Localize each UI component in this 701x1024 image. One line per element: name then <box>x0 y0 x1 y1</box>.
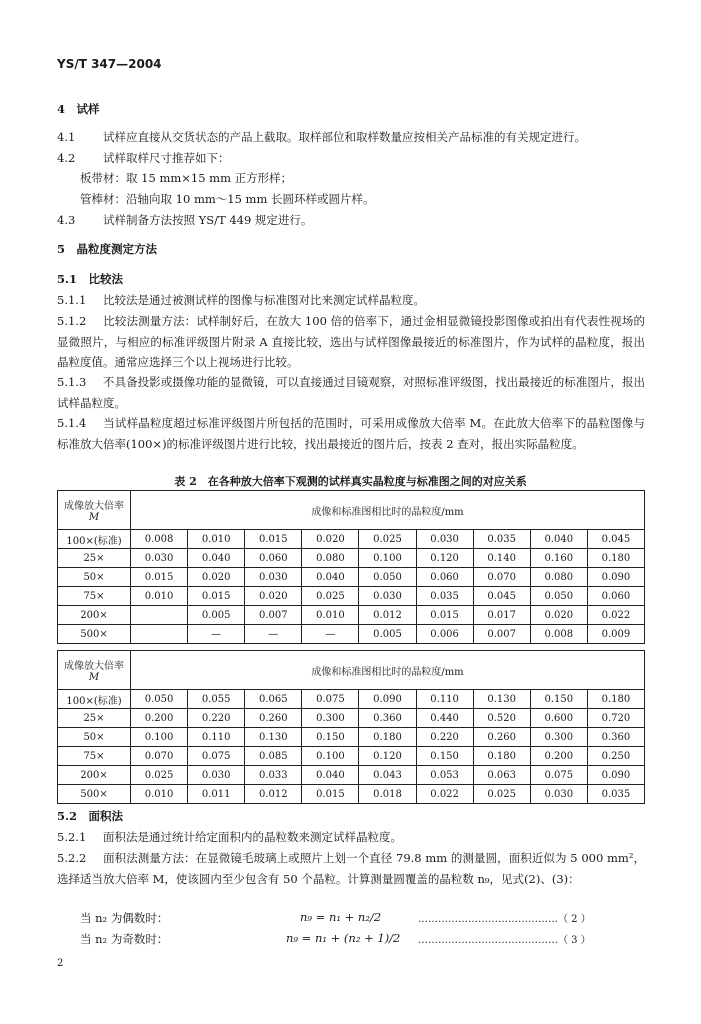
grain-size-cell: 0.220 <box>416 728 473 747</box>
clause-text: 比较法是通过被测试样的图像与标准图对比来测定试样晶粒度。 <box>103 293 425 307</box>
grain-size-cell: 0.030 <box>245 568 302 587</box>
grain-size-cell: 0.040 <box>302 766 359 785</box>
grain-size-cell: 0.100 <box>131 728 188 747</box>
section-5-1-title: 5.1 比较法 <box>57 272 124 286</box>
grain-size-cell: 0.006 <box>416 625 473 644</box>
clause-4-1 <box>57 127 645 148</box>
grain-size-cell: 0.007 <box>245 606 302 625</box>
grain-size-cell: — <box>302 625 359 644</box>
clause-text: 试样取样尺寸推荐如下： <box>103 151 230 165</box>
grain-size-table-lower <box>57 650 645 804</box>
grain-size-cell: 0.012 <box>245 785 302 804</box>
grain-size-cell: 0.025 <box>473 785 530 804</box>
grain-size-cell: 0.260 <box>245 709 302 728</box>
clause-number: 5.1.4 <box>57 416 87 430</box>
grain-size-cell: 0.015 <box>131 568 188 587</box>
magnification-cell: 50× <box>58 728 131 747</box>
magnification-cell: 200× <box>58 606 131 625</box>
grain-size-cell: 0.250 <box>587 747 644 766</box>
grain-size-cell: 0.060 <box>245 549 302 568</box>
grain-size-cell: 0.005 <box>359 625 416 644</box>
grain-size-cell: 0.008 <box>131 530 188 549</box>
grain-size-cell: 0.600 <box>530 709 587 728</box>
clause-4-2-item-plate: 板带材：取 15 mm×15 mm 正方形样； <box>80 171 293 185</box>
grain-size-cell: 0.035 <box>416 587 473 606</box>
table-row <box>58 587 645 606</box>
grain-size-cell <box>131 606 188 625</box>
magnification-header: 成像放大倍率 M <box>58 651 131 690</box>
magnification-cell: 50× <box>58 568 131 587</box>
clause-number: 5.1.3 <box>57 375 87 389</box>
grain-size-cell: 0.012 <box>359 606 416 625</box>
grain-size-cell: 0.010 <box>188 530 245 549</box>
grain-size-cell: 0.130 <box>473 690 530 709</box>
clause-5-1-2 <box>57 311 645 373</box>
grain-size-cell: 0.030 <box>131 549 188 568</box>
grain-size-cell: 0.080 <box>302 549 359 568</box>
grain-size-cell: 0.020 <box>530 606 587 625</box>
grain-size-cell: 0.110 <box>416 690 473 709</box>
grain-size-cell: 0.030 <box>530 785 587 804</box>
grain-size-cell: 0.035 <box>587 785 644 804</box>
grain-size-cell: — <box>188 625 245 644</box>
grain-size-cell: 0.015 <box>302 785 359 804</box>
grain-size-cell: 0.050 <box>359 568 416 587</box>
grain-size-cell: 0.070 <box>473 568 530 587</box>
equation-2: n₉ = n₁ + n₂/2 <box>300 910 382 924</box>
table-row <box>58 747 645 766</box>
grain-size-cell: 0.015 <box>416 606 473 625</box>
clause-number: 5.1.1 <box>57 293 87 307</box>
grain-size-cell: 0.025 <box>302 587 359 606</box>
grain-size-cell: 0.090 <box>359 690 416 709</box>
equation-2-condition: 当 n₂ 为偶数时： <box>80 911 169 925</box>
grain-size-cell: 0.008 <box>530 625 587 644</box>
page-number: 2 <box>57 958 64 969</box>
grain-size-cell: 0.200 <box>131 709 188 728</box>
grain-size-cell: 0.050 <box>530 587 587 606</box>
grain-size-cell: 0.065 <box>245 690 302 709</box>
grain-size-cell: 0.060 <box>587 587 644 606</box>
grain-size-cell: 0.015 <box>245 530 302 549</box>
grain-size-cell: 0.050 <box>131 690 188 709</box>
grain-size-cell <box>131 625 188 644</box>
clause-5-1-1 <box>57 290 645 311</box>
clause-5-2-2 <box>57 848 645 889</box>
grain-size-cell: 0.300 <box>302 709 359 728</box>
clause-text: 不具备投影或摄像功能的显微镜，可以直接通过目镜观察，对照标准评级图，找出最接近的标准图片，报出试样晶粒度。 <box>57 375 645 410</box>
section-5-2-title: 5.2 面积法 <box>57 809 124 823</box>
grain-size-cell: 0.011 <box>188 785 245 804</box>
magnification-cell: 100×(标准) <box>58 530 131 549</box>
magnification-cell: 75× <box>58 747 131 766</box>
clause-number: 5.2.1 <box>57 830 87 844</box>
grain-size-table-upper <box>57 490 645 644</box>
grain-size-cell: 0.090 <box>587 766 644 785</box>
grain-size-cell: 0.020 <box>188 568 245 587</box>
magnification-cell: 500× <box>58 785 131 804</box>
grain-size-header: 成像和标准图相比时的晶粒度/mm <box>131 491 645 530</box>
clause-number: 5.1.2 <box>57 314 87 328</box>
equation-3: n₉ = n₁ + (n₂ + 1)/2 <box>286 931 401 945</box>
grain-size-cell: 0.033 <box>245 766 302 785</box>
grain-size-cell: 0.043 <box>359 766 416 785</box>
grain-size-cell: 0.075 <box>530 766 587 785</box>
grain-size-cell: 0.060 <box>416 568 473 587</box>
grain-size-cell: 0.120 <box>416 549 473 568</box>
grain-size-cell: 0.040 <box>188 549 245 568</box>
grain-size-cell: 0.100 <box>302 747 359 766</box>
grain-size-cell: 0.180 <box>359 728 416 747</box>
magnification-cell: 25× <box>58 549 131 568</box>
grain-size-cell: 0.063 <box>473 766 530 785</box>
grain-size-cell: 0.022 <box>416 785 473 804</box>
table-body-lower <box>58 690 645 804</box>
section-4-title: 4 试样 <box>57 102 100 116</box>
table-row <box>58 625 645 644</box>
grain-size-cell: 0.080 <box>530 568 587 587</box>
clause-number: 4.3 <box>57 213 76 227</box>
grain-size-cell: 0.110 <box>188 728 245 747</box>
grain-size-cell: 0.053 <box>416 766 473 785</box>
grain-size-cell: 0.150 <box>416 747 473 766</box>
clause-text: 试样制备方法按照 YS/T 449 规定进行。 <box>103 213 313 227</box>
grain-size-cell: 0.030 <box>359 587 416 606</box>
grain-size-cell: 0.220 <box>188 709 245 728</box>
grain-size-cell: 0.045 <box>587 530 644 549</box>
table-row <box>58 606 645 625</box>
clause-text: 面积法测量方法：在显微镜毛玻璃上或照片上划一个直径 79.8 mm 的测量圆，面积近似为 5 000 mm²，选择适当放大倍率 M，使该圆内至少包含有 50 个晶粒。计算测量圆覆盖的晶粒数 n₉，见式(2)、(3)： <box>57 851 645 886</box>
table-body-upper <box>58 530 645 644</box>
clause-number: 5.2.2 <box>57 851 87 865</box>
grain-size-header: 成像和标准图相比时的晶粒度/mm <box>131 651 645 690</box>
magnification-cell: 500× <box>58 625 131 644</box>
grain-size-cell: 0.055 <box>188 690 245 709</box>
grain-size-cell: 0.010 <box>131 587 188 606</box>
table-row <box>58 568 645 587</box>
grain-size-cell: 0.005 <box>188 606 245 625</box>
grain-size-cell: 0.018 <box>359 785 416 804</box>
standard-code: YS/T 347—2004 <box>57 57 162 71</box>
grain-size-cell: 0.020 <box>302 530 359 549</box>
grain-size-cell: 0.150 <box>302 728 359 747</box>
grain-size-cell: 0.440 <box>416 709 473 728</box>
table-row <box>58 785 645 804</box>
clause-4-3 <box>57 210 645 231</box>
grain-size-cell: 0.075 <box>188 747 245 766</box>
grain-size-cell: 0.025 <box>359 530 416 549</box>
table-row <box>58 728 645 747</box>
grain-size-cell: — <box>245 625 302 644</box>
grain-size-cell: 0.075 <box>302 690 359 709</box>
equation-3-condition: 当 n₂ 为奇数时： <box>80 932 169 946</box>
clause-5-1-3 <box>57 372 645 413</box>
clause-text: 当试样晶粒度超过标准评级图片所包括的范围时，可采用成像放大倍率 M。在此放大倍率下的晶粒图像与标准放大倍率(100×)的标准评级图片进行比较，找出最接近的图片后，按表 2 查对，报出实际晶粒度。 <box>57 416 645 451</box>
grain-size-cell: 0.160 <box>530 549 587 568</box>
magnification-cell: 25× <box>58 709 131 728</box>
grain-size-cell: 0.015 <box>188 587 245 606</box>
grain-size-cell: 0.520 <box>473 709 530 728</box>
grain-size-cell: 0.200 <box>530 747 587 766</box>
grain-size-cell: 0.040 <box>530 530 587 549</box>
table-row <box>58 690 645 709</box>
grain-size-cell: 0.360 <box>587 728 644 747</box>
clause-text: 比较法测量方法：试样制好后，在放大 100 倍的倍率下，通过金相显微镜投影图像或拍出有代表性视场的显微照片，与相应的标准评级图片附录 A 直接比较，选出与试样图像最接近的标准图片，作为试样的晶粒度，报出晶粒度值。通常应选择三个以上视场进行比较。 <box>57 314 645 369</box>
grain-size-cell: 0.180 <box>473 747 530 766</box>
grain-size-cell: 0.100 <box>359 549 416 568</box>
grain-size-cell: 0.150 <box>530 690 587 709</box>
equation-2-number: ……………………………………（ 2 ） <box>418 914 591 925</box>
grain-size-cell: 0.020 <box>245 587 302 606</box>
grain-size-cell: 0.120 <box>359 747 416 766</box>
grain-size-cell: 0.085 <box>245 747 302 766</box>
grain-size-cell: 0.030 <box>416 530 473 549</box>
grain-size-cell: 0.009 <box>587 625 644 644</box>
clause-5-2-1 <box>57 827 645 848</box>
grain-size-cell: 0.035 <box>473 530 530 549</box>
magnification-header: 成像放大倍率 M <box>58 491 131 530</box>
grain-size-cell: 0.720 <box>587 709 644 728</box>
table-2-caption: 表 2 在各种放大倍率下观测的试样真实晶粒度与标准图之间的对应关系 <box>174 475 527 488</box>
grain-size-cell: 0.045 <box>473 587 530 606</box>
clause-4-2-item-tube: 管棒材：沿轴向取 10 mm～15 mm 长圆环样或圆片样。 <box>80 192 375 206</box>
clause-4-2 <box>57 148 645 169</box>
grain-size-cell: 0.017 <box>473 606 530 625</box>
magnification-cell: 100×(标准) <box>58 690 131 709</box>
clause-5-1-4 <box>57 413 645 454</box>
grain-size-cell: 0.040 <box>302 568 359 587</box>
equation-3-number: ……………………………………（ 3 ） <box>418 935 591 946</box>
grain-size-cell: 0.010 <box>131 785 188 804</box>
clause-text: 试样应直接从交货状态的产品上截取。取样部位和取样数量应按相关产品标准的有关规定进行。 <box>103 130 586 144</box>
magnification-cell: 75× <box>58 587 131 606</box>
table-row <box>58 530 645 549</box>
section-5-title: 5 晶粒度测定方法 <box>57 242 158 256</box>
grain-size-cell: 0.030 <box>188 766 245 785</box>
grain-size-cell: 0.025 <box>131 766 188 785</box>
grain-size-cell: 0.300 <box>530 728 587 747</box>
grain-size-cell: 0.130 <box>245 728 302 747</box>
grain-size-cell: 0.360 <box>359 709 416 728</box>
clause-text: 面积法是通过统计给定面积内的晶粒数来测定试样晶粒度。 <box>103 830 402 844</box>
grain-size-cell: 0.180 <box>587 549 644 568</box>
grain-size-cell: 0.010 <box>302 606 359 625</box>
grain-size-cell: 0.070 <box>131 747 188 766</box>
grain-size-cell: 0.090 <box>587 568 644 587</box>
grain-size-cell: 0.180 <box>587 690 644 709</box>
table-row <box>58 766 645 785</box>
grain-size-cell: 0.140 <box>473 549 530 568</box>
table-row <box>58 709 645 728</box>
grain-size-cell: 0.260 <box>473 728 530 747</box>
clause-number: 4.2 <box>57 151 76 165</box>
magnification-cell: 200× <box>58 766 131 785</box>
clause-number: 4.1 <box>57 130 76 144</box>
grain-size-cell: 0.022 <box>587 606 644 625</box>
table-row <box>58 549 645 568</box>
grain-size-cell: 0.007 <box>473 625 530 644</box>
